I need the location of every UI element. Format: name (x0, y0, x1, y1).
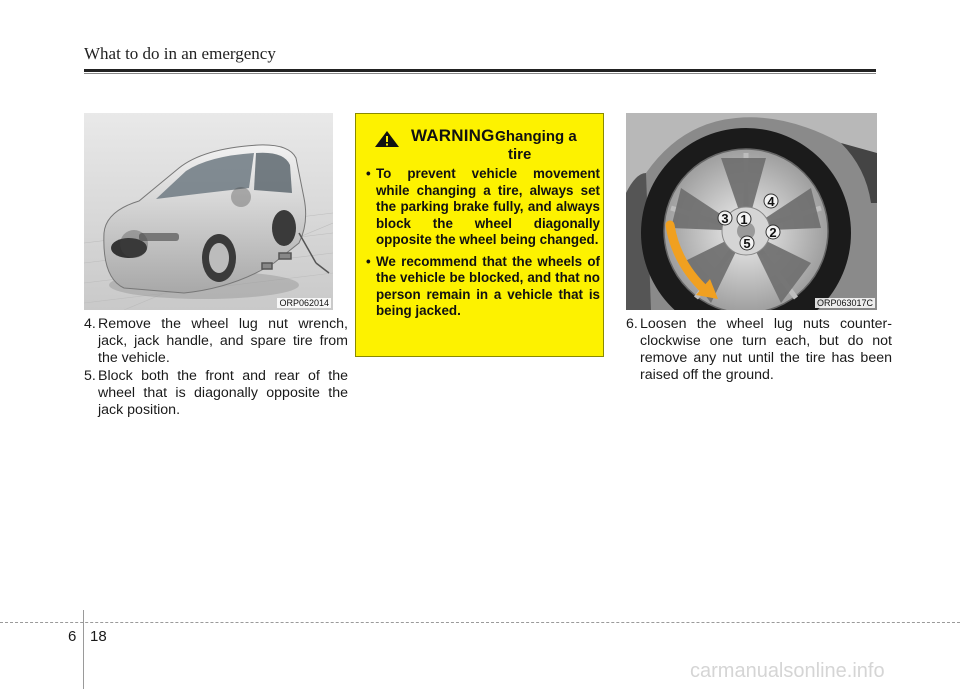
step-number: 4. (84, 316, 96, 332)
warning-box (355, 113, 604, 357)
step-6 (626, 316, 892, 384)
step-5 (84, 368, 348, 419)
step-text: Loosen the wheel lug nuts counter-clockwise one turn each, but do not remove any nut until the tire has been raised off the ground. (640, 316, 892, 383)
step-text: Remove the wheel lug nut wrench, jack, jack handle, and spare tire from the vehicle. (98, 316, 348, 366)
warning-title-line1: Changing a (495, 128, 577, 145)
watermark: carmanualsonline.info (690, 660, 885, 682)
warning-item (366, 254, 600, 320)
warning-triangle-icon (374, 130, 400, 148)
figure-code: ORP062014 (279, 298, 329, 308)
figure-car-jack (84, 113, 333, 310)
page-section-title: What to do in an emergency (84, 44, 276, 63)
step-number: 5. (84, 368, 96, 384)
warning-item (366, 166, 600, 249)
nut-label: 3 (721, 211, 729, 226)
bullet: • (366, 166, 371, 181)
footer-divider (83, 610, 84, 689)
step-4 (84, 316, 348, 367)
warning-title-line2: tire (508, 146, 532, 163)
header-rule-thin (84, 73, 876, 74)
warning-item-text: To prevent vehicle movement while changing a tire, always set the parking brake fully, and always block the wheel diagonally opposite the wheel being changed. (376, 166, 600, 247)
chapter-number: 6 (68, 628, 77, 645)
wheel-lug-nut-order-illustration (626, 113, 877, 310)
warning-item-text: We recommend that the wheels of the vehicle be blocked, and that no person remain in a vehicle that is being jacked. (376, 253, 600, 318)
footer-rule (0, 622, 960, 623)
nut-label: 4 (767, 194, 775, 209)
figure-code: ORP063017C (816, 298, 873, 308)
bullet: • (366, 253, 371, 269)
nut-label: 5 (743, 236, 751, 251)
warning-label: WARNING - (411, 126, 506, 145)
nut-label: 1 (740, 212, 748, 227)
page-number: 18 (90, 628, 107, 645)
figure-wheel (626, 113, 877, 310)
car-with-jack-illustration (84, 113, 333, 310)
header-rule (84, 69, 876, 72)
warning-list (366, 166, 600, 325)
nut-label: 2 (769, 225, 777, 240)
step-number: 6. (626, 316, 638, 332)
step-text: Block both the front and rear of the wheel that is diagonally opposite the jack position. (98, 368, 348, 418)
